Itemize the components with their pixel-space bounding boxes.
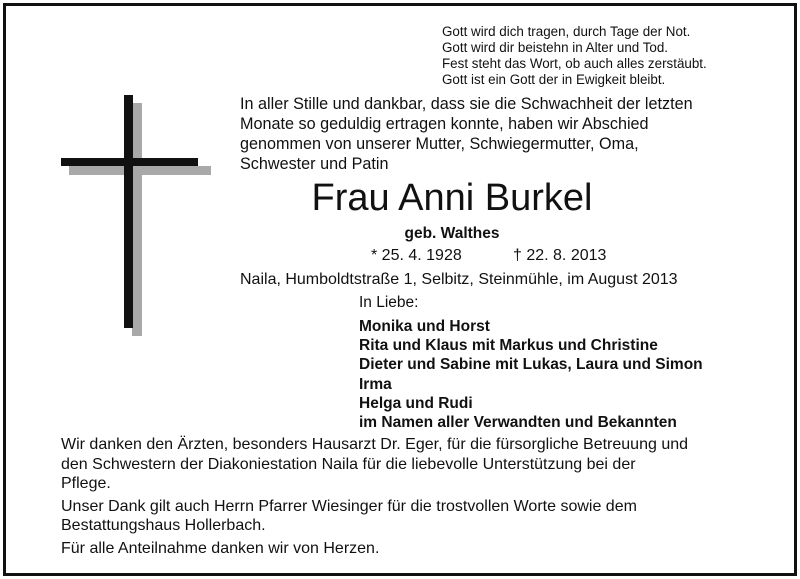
poem bbox=[442, 24, 707, 88]
intro-line: genommen von unserer Mutter, Schwiegermutter, Oma, bbox=[240, 135, 639, 153]
family-member: Dieter und Sabine mit Lukas, Laura und Simon bbox=[359, 356, 703, 374]
poem-line: Gott ist ein Gott der in Ewigkeit bleibt. bbox=[442, 72, 666, 87]
family-list bbox=[359, 317, 703, 432]
thanks-line: Für alle Anteilnahme danken wir von Herzen. bbox=[61, 539, 380, 557]
obituary-notice bbox=[3, 3, 797, 576]
family-member: Helga und Rudi bbox=[359, 394, 473, 412]
thanks-paragraph bbox=[61, 435, 761, 494]
intro-line: Monate so geduldig ertragen konnte, haben wir Abschied bbox=[240, 115, 649, 133]
intro-line: In aller Stille und dankbar, dass sie die Schwachheit der letzten bbox=[240, 95, 693, 113]
cross-shadow-horizontal bbox=[69, 166, 211, 175]
death-date: † 22. 8. 2013 bbox=[513, 247, 607, 264]
family-member: im Namen aller Verwandten und Bekannten bbox=[359, 414, 677, 432]
thanks-line: Wir danken den Ärzten, besonders Hausarzt Dr. Eger, für die fürsorgliche Betreuung und bbox=[61, 436, 689, 453]
birth-date: * 25. 4. 1928 bbox=[371, 247, 462, 264]
place-date: Naila, Humboldtstraße 1, Selbitz, Steinmühle, im August 2013 bbox=[240, 271, 678, 288]
thanks-section bbox=[61, 435, 761, 561]
poem-line: Gott wird dich tragen, durch Tage der Not. bbox=[442, 24, 691, 39]
cross-vertical-beam bbox=[124, 95, 133, 328]
in-love-label: In Liebe: bbox=[359, 294, 419, 311]
family-member: Rita und Klaus mit Markus und Christine bbox=[359, 337, 658, 355]
deceased-name: Frau Anni Burkel bbox=[311, 177, 593, 219]
poem-line: Fest steht das Wort, ob auch alles zerstäubt. bbox=[442, 56, 707, 71]
thanks-line: Unser Dank gilt auch Herrn Pfarrer Wiesinger für die trostvollen Worte sowie dem bbox=[61, 497, 637, 515]
thanks-line: Bestattungshaus Hollerbach. bbox=[61, 517, 266, 534]
family-member: Monika und Horst bbox=[359, 318, 490, 335]
maiden-name: geb. Walthes bbox=[404, 225, 500, 242]
intro-text bbox=[240, 94, 780, 174]
family-member: Irma bbox=[359, 375, 392, 393]
thanks-line: Pflege. bbox=[61, 475, 111, 492]
cross-horizontal-beam bbox=[61, 158, 198, 166]
thanks-paragraph bbox=[61, 497, 761, 536]
cross-shadow-vertical bbox=[132, 103, 142, 336]
thanks-paragraph bbox=[61, 539, 761, 559]
thanks-line: den Schwestern der Diakoniestation Naila für die liebevolle Unterstützung bei der bbox=[61, 455, 636, 473]
intro-line: Schwester und Patin bbox=[240, 155, 389, 173]
cross-icon bbox=[6, 6, 226, 346]
poem-line: Gott wird dir beistehn in Alter und Tod. bbox=[442, 40, 669, 55]
